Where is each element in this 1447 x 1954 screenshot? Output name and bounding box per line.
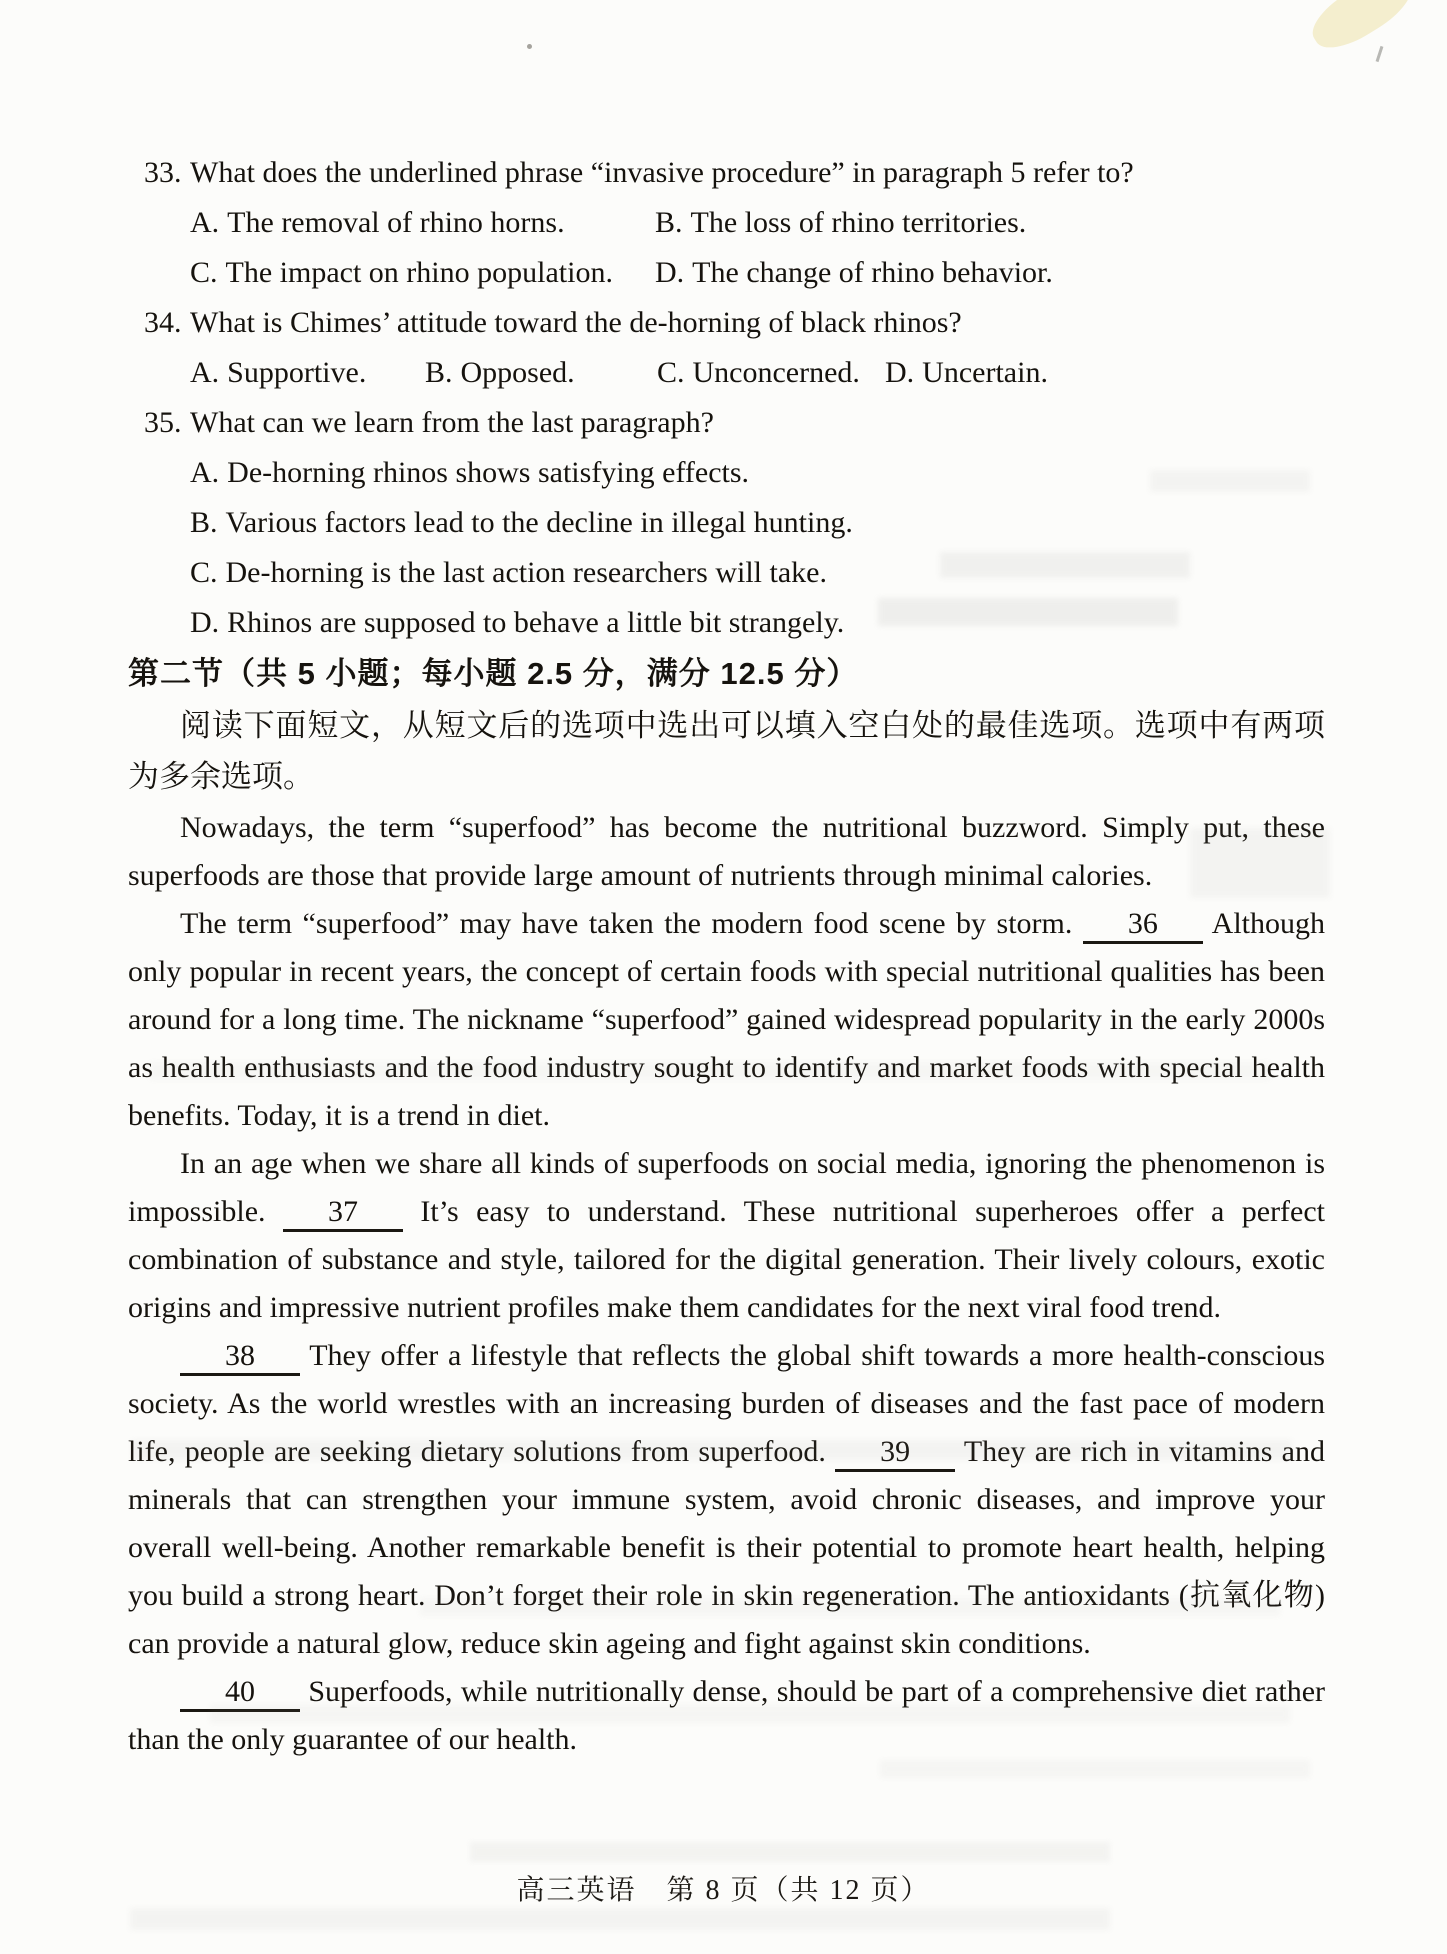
option-label: D. xyxy=(190,606,220,639)
option-35-C xyxy=(190,548,1325,598)
question-33-options xyxy=(190,198,1325,298)
option-label: A. xyxy=(190,456,220,489)
option-label: D. xyxy=(655,256,685,289)
section-2-heading: 第二节（共 5 小题；每小题 2.5 分，满分 12.5 分） xyxy=(128,656,859,691)
option-text: The impact on rhino population. xyxy=(225,256,613,289)
question-35-options xyxy=(190,448,1325,648)
passage-paragraph-4 xyxy=(128,1332,1325,1668)
question-34-options xyxy=(190,348,1325,398)
passage-text: The term “superfood” may have taken the modern food scene by storm. xyxy=(180,907,1073,940)
passage-paragraph-2 xyxy=(128,900,1325,1140)
passage-text: They are rich in vitamins and minerals that can strengthen your immune system, avoid chronic diseases, and improve your overall well-being. Another remarkable benefit is their potential to promote heart health, helping you build a strong heart. Don’t forget their role in skin regeneration. The antioxidants (抗氧化物) can provide a natural glow, reduce skin ageing and fight against skin conditions. xyxy=(128,1435,1325,1660)
passage-text: It’s easy to understand. These nutritional superheroes offer a perfect combination of substance and style, tailored for the digital generation. Their lively colours, exotic origins and impressive nutrient profiles make them candidates for the next viral food trend. xyxy=(128,1195,1326,1324)
scan-corner-mark xyxy=(1376,46,1384,62)
option-text: Rhinos are supposed to behave a little bit strangely. xyxy=(227,606,845,639)
option-33-D xyxy=(655,248,1325,298)
question-34 xyxy=(128,298,1325,398)
option-text: Opposed. xyxy=(460,356,575,389)
question-text: What can we learn from the last paragraph? xyxy=(190,406,714,439)
question-35-stem xyxy=(128,398,1325,448)
option-label: D. xyxy=(885,356,915,389)
option-label: C. xyxy=(190,256,218,289)
option-text: Uncertain. xyxy=(922,356,1048,389)
question-text: What does the underlined phrase “invasive procedure” in paragraph 5 refer to? xyxy=(190,156,1134,189)
blank-37: 37 xyxy=(283,1195,403,1232)
option-label: C. xyxy=(190,556,218,589)
question-number: 34. xyxy=(144,306,182,339)
passage-paragraph-5 xyxy=(128,1668,1325,1764)
question-number: 33. xyxy=(144,156,182,189)
option-text: De-horning rhinos shows satisfying effects. xyxy=(227,456,750,489)
question-34-stem xyxy=(128,298,1325,348)
blank-38: 38 xyxy=(180,1339,300,1376)
page-footer: 高三英语 第 8 页（共 12 页） xyxy=(516,1875,931,1906)
option-35-D xyxy=(190,598,1325,648)
option-label: A. xyxy=(190,356,220,389)
passage-text: Superfoods, while nutritionally dense, should be part of a comprehensive diet rather than the only guarantee of our health. xyxy=(128,1675,1325,1756)
option-34-A xyxy=(190,348,425,398)
option-33-B xyxy=(655,198,1325,248)
passage-text: Nowadays, the term “superfood” has become the nutritional buzzword. Simply put, these superfoods are those that provide large amount of nutrients through minimal calories. xyxy=(128,811,1325,892)
option-34-C xyxy=(657,348,885,398)
option-label: B. xyxy=(190,506,218,539)
scan-stray-dot xyxy=(527,44,532,49)
passage-text: They offer a lifestyle that reflects the global shift towards a more health-conscious society. As the world wrestles with an increasing burden of diseases and the fast pace of modern life, people are seeking dietary solutions from superfood. xyxy=(128,1339,1325,1468)
option-35-B xyxy=(190,498,1325,548)
option-text: The loss of rhino territories. xyxy=(690,206,1027,239)
option-text: Supportive. xyxy=(227,356,367,389)
bleedthrough-artifact xyxy=(470,1842,1110,1862)
blank-39: 39 xyxy=(835,1435,955,1472)
cloze-passage xyxy=(128,804,1325,1764)
option-text: The change of rhino behavior. xyxy=(692,256,1053,289)
option-text: The removal of rhino horns. xyxy=(227,206,565,239)
option-label: A. xyxy=(190,206,220,239)
blank-36: 36 xyxy=(1083,907,1203,944)
passage-text: In an age when we share all kinds of superfoods on social media, ignoring the phenomenon is impossible. xyxy=(128,1147,1325,1228)
blank-40: 40 xyxy=(180,1675,300,1712)
option-label: B. xyxy=(655,206,683,239)
option-text: Unconcerned. xyxy=(692,356,860,389)
bleedthrough-artifact xyxy=(130,1908,1110,1930)
option-label: C. xyxy=(657,356,685,389)
passage-paragraph-1 xyxy=(128,804,1325,900)
question-33-stem xyxy=(128,148,1325,198)
option-label: B. xyxy=(425,356,453,389)
option-text: Various factors lead to the decline in illegal hunting. xyxy=(225,506,853,539)
question-33 xyxy=(128,148,1325,298)
passage-paragraph-3 xyxy=(128,1140,1325,1332)
reading-questions-section xyxy=(128,148,1325,648)
scan-corner-smudge xyxy=(1303,0,1421,60)
option-35-A xyxy=(190,448,1325,498)
option-text: De-horning is the last action researchers will take. xyxy=(225,556,827,589)
option-34-B xyxy=(425,348,657,398)
option-34-D xyxy=(885,348,1325,398)
option-33-A xyxy=(190,198,655,248)
section-2 xyxy=(128,648,1325,802)
question-35 xyxy=(128,398,1325,648)
question-number: 35. xyxy=(144,406,182,439)
passage-text: Although only popular in recent years, the concept of certain foods with special nutritional qualities has been around for a long time. The nickname “superfood” gained widespread popularity in the early 2000s as health enthusiasts and the food industry sought to identify and market foods with special health benefits. Today, it is a trend in diet. xyxy=(128,907,1325,1132)
section-2-instructions: 阅读下面短文，从短文后的选项中选出可以填入空白处的最佳选项。选项中有两项为多余选项。 xyxy=(128,708,1325,794)
question-text: What is Chimes’ attitude toward the de-horning of black rhinos? xyxy=(190,306,962,339)
option-33-C xyxy=(190,248,655,298)
